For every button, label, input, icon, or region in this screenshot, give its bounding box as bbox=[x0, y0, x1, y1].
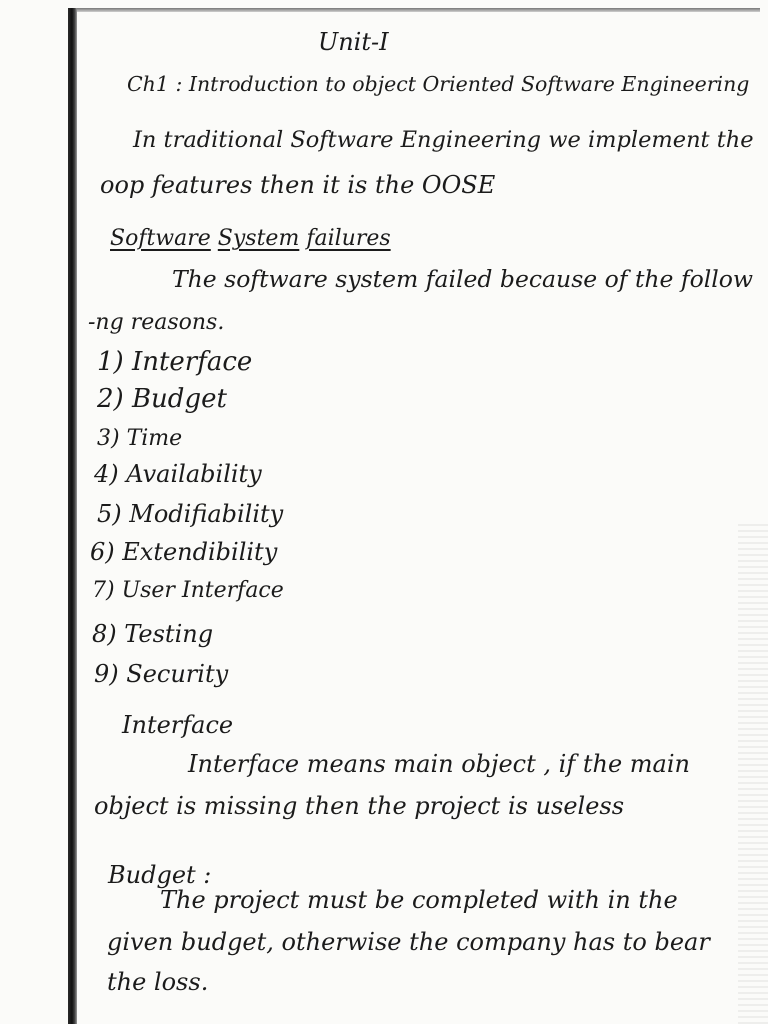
intro-line-2: oop features then it is the OOSE bbox=[100, 171, 496, 199]
budget-line-1: The project must be completed with in the bbox=[160, 886, 678, 914]
scan-noise bbox=[738, 520, 768, 1024]
reason-item: 6) Extendibility bbox=[90, 538, 278, 566]
interface-line-1: Interface means main object , if the main bbox=[188, 750, 690, 778]
section-heading-word-2: System bbox=[217, 226, 300, 251]
chapter-heading: Ch1 : Introduction to object Oriented Software Engineering bbox=[127, 72, 750, 96]
budget-line-3: the loss. bbox=[107, 968, 209, 996]
reason-item: 2) Budget bbox=[97, 384, 227, 414]
section-heading-word-1: Software bbox=[110, 226, 211, 251]
reason-item: 5) Modifiability bbox=[97, 500, 284, 528]
page-top-edge bbox=[70, 8, 760, 12]
intro-line-1: In traditional Software Engineering we implement the bbox=[133, 127, 754, 153]
budget-line-2: given budget, otherwise the company has to bear bbox=[107, 928, 710, 956]
reason-item: 9) Security bbox=[94, 660, 229, 688]
reason-item: 4) Availability bbox=[94, 460, 262, 488]
reason-item: 7) User Interface bbox=[92, 578, 284, 603]
section-intro-line-2: -ng reasons. bbox=[88, 310, 225, 335]
unit-title: Unit-I bbox=[318, 28, 389, 56]
reason-item: 8) Testing bbox=[92, 620, 214, 648]
budget-heading: Budget : bbox=[108, 861, 212, 889]
margin-line bbox=[68, 8, 77, 1024]
reason-item: 1) Interface bbox=[97, 347, 253, 377]
interface-line-2: object is missing then the project is useless bbox=[94, 792, 625, 820]
section-heading bbox=[110, 228, 391, 250]
section-heading-word-3: failures bbox=[306, 226, 391, 251]
interface-heading: Interface bbox=[122, 711, 234, 739]
reason-item: 3) Time bbox=[97, 426, 183, 451]
section-intro-line-1: The software system failed because of the follow bbox=[172, 265, 754, 293]
